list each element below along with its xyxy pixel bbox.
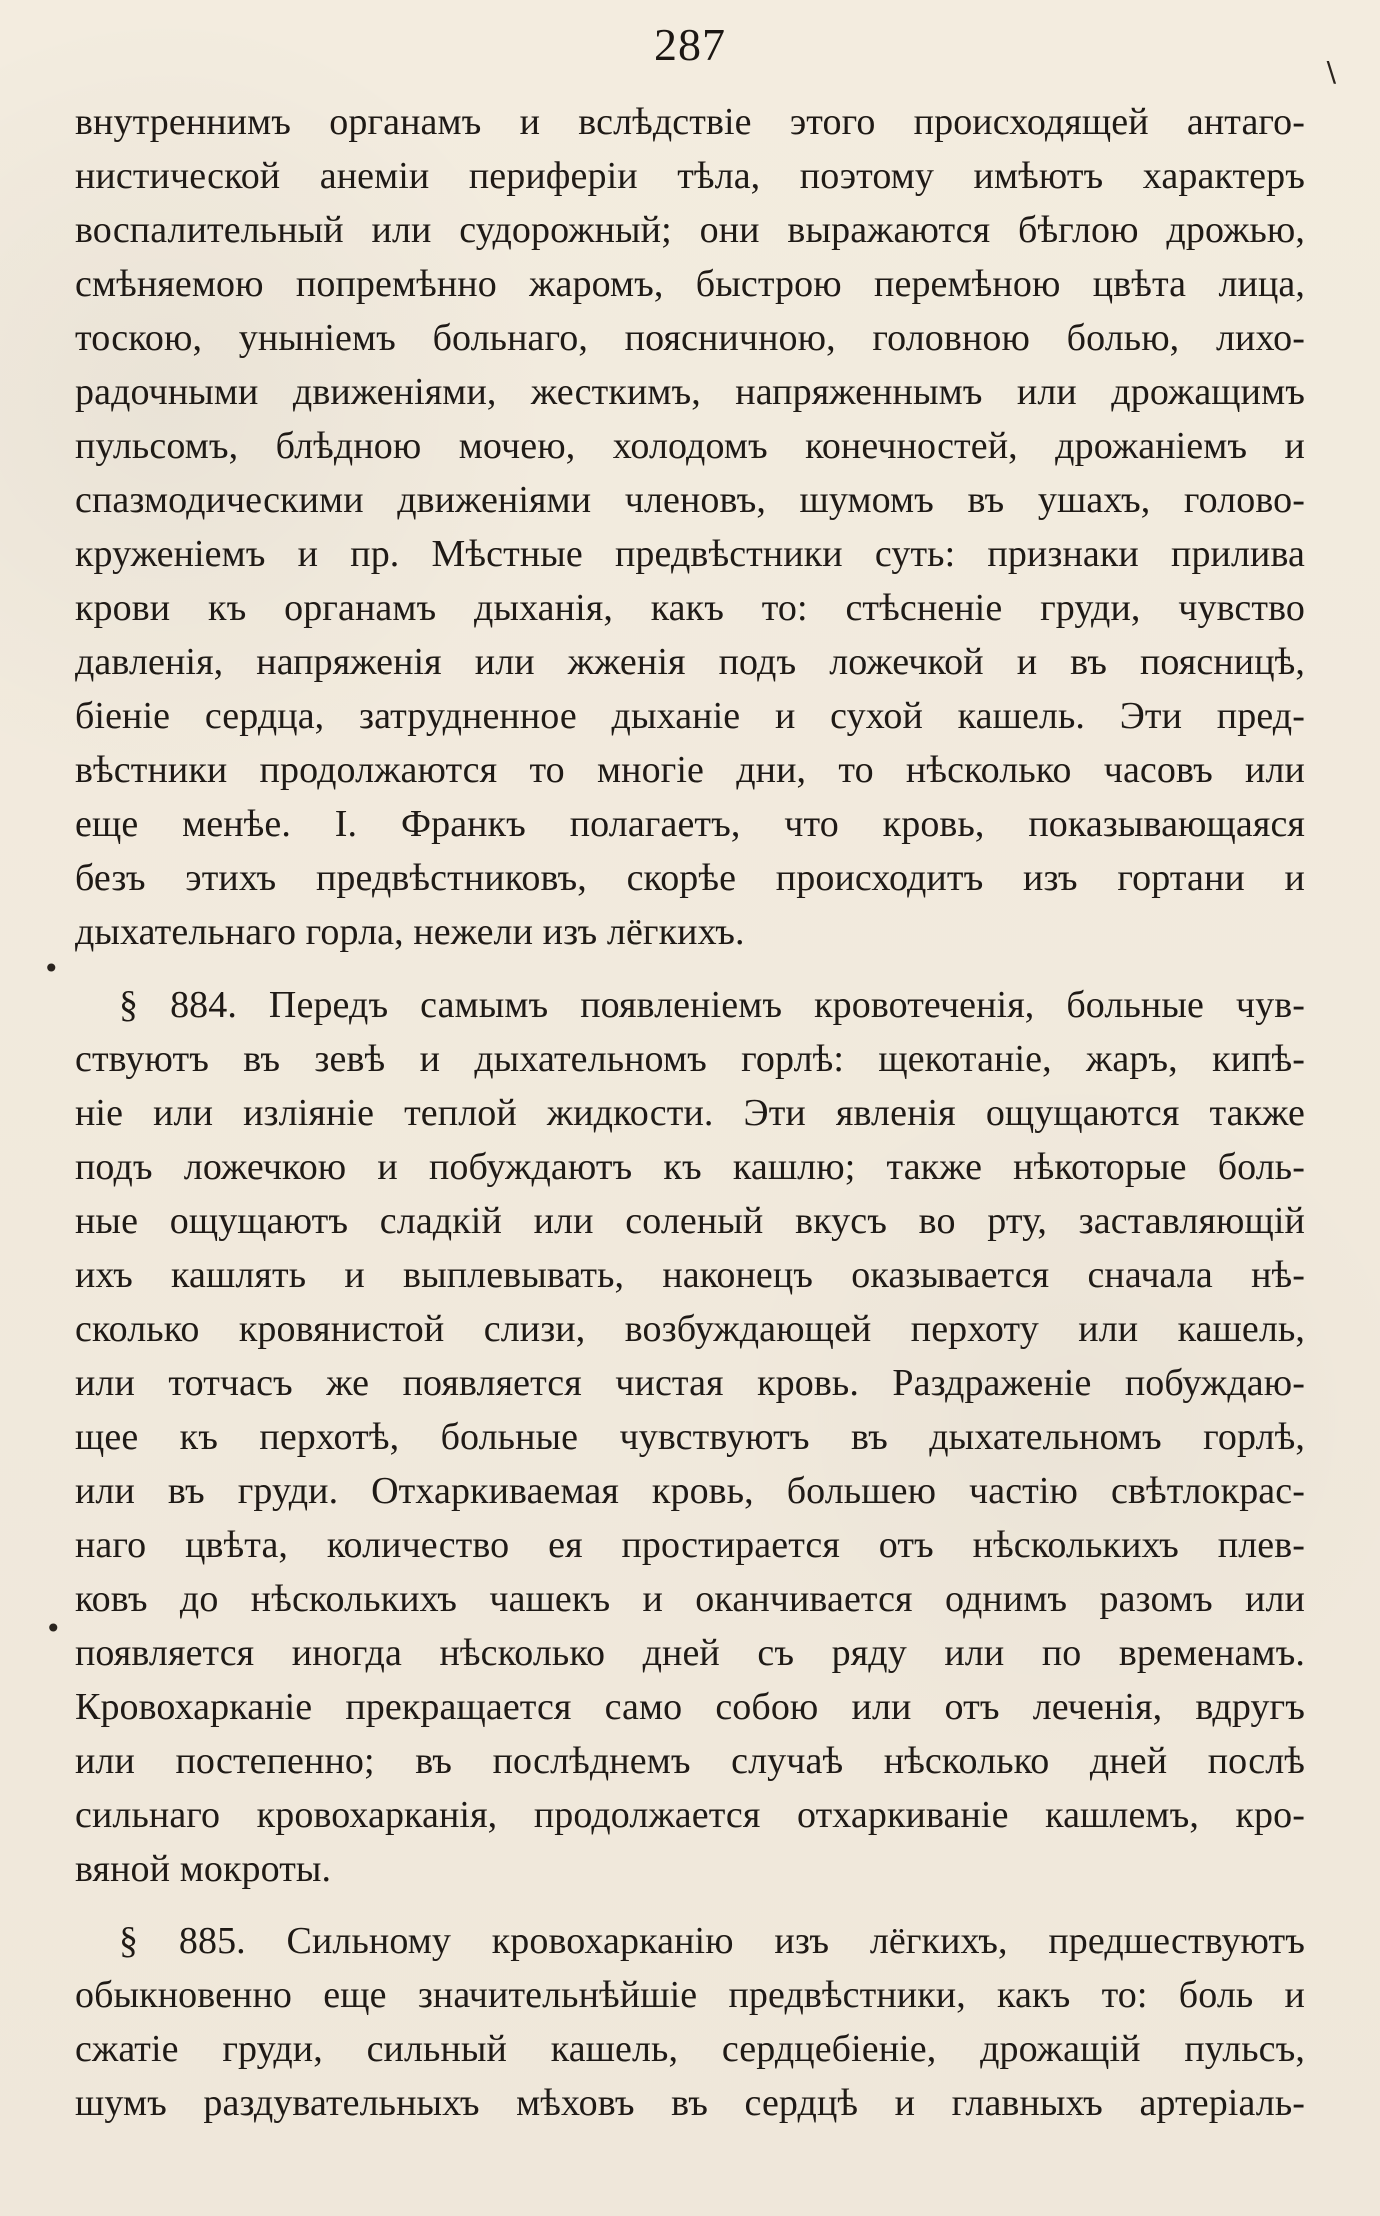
paragraph-884-line: § 884. Передъ самымъ появленіемъ кровотеченія, больные чув- (119, 984, 1305, 1026)
text-line: крови къ органамъ дыханія, какъ то: стѣсненіе груди, чувство (75, 587, 1305, 629)
text-line: ные ощущаютъ сладкій или соленый вкусъ во рту, заставляющій (75, 1200, 1305, 1242)
text-line: ніе или изліяніе теплой жидкости. Эти явленія ощущаются также (75, 1092, 1305, 1134)
text-line: щее къ перхотѣ, больные чувствуютъ въ дыхательномъ горлѣ, (75, 1416, 1305, 1458)
text-line: вяной мокроты. (75, 1848, 332, 1890)
text-line: нистической анеміи периферіи тѣла, поэтому имѣютъ характеръ (75, 155, 1305, 197)
text-line: или въ груди. Отхаркиваемая кровь, большею частію свѣтлокрас- (75, 1470, 1305, 1512)
scan-mark-top-right: \ (1326, 55, 1336, 88)
text-line: пульсомъ, блѣдною мочею, холодомъ конечностей, дрожаніемъ и (75, 425, 1305, 467)
text-line: дыхательнаго горла, нежели изъ лёгкихъ. (75, 911, 745, 953)
text-line: наго цвѣта, количество ея простирается отъ нѣсколькихъ плев- (75, 1524, 1305, 1566)
text-line: круженіемъ и пр. Мѣстные предвѣстники суть: признаки прилива (75, 533, 1305, 575)
text-line: ствуютъ въ зевѣ и дыхательномъ горлѣ: щекотаніе, жаръ, кипѣ- (75, 1038, 1305, 1080)
text-line: ковъ до нѣсколькихъ чашекъ и оканчивается однимъ разомъ или (75, 1578, 1305, 1620)
text-line: вѣстники продолжаются то многіе дни, то нѣсколько часовъ или (75, 749, 1305, 791)
text-line: внутреннимъ органамъ и вслѣдствіе этого происходящей антаго- (75, 101, 1305, 143)
text-line: воспалительный или судорожный; они выражаются бѣглою дрожью, (75, 209, 1305, 251)
text-line: сильнаго кровохарканія, продолжается отхаркиваніе кашлемъ, кро- (75, 1794, 1305, 1836)
text-line: обыкновенно еще значительнѣйшіе предвѣстники, какъ то: боль и (75, 1974, 1305, 2016)
text-line: сжатіе груди, сильный кашель, сердцебіеніе, дрожащій пульсъ, (75, 2028, 1305, 2070)
text-line: или тотчасъ же появляется чистая кровь. Раздраженіе побуждаю- (75, 1362, 1305, 1404)
scan-mark-left-a: • (43, 952, 60, 985)
text-line: или постепенно; въ послѣднемъ случаѣ нѣсколько дней послѣ (75, 1740, 1305, 1782)
text-line: подъ ложечкою и побуждаютъ къ кашлю; также нѣкоторые боль- (75, 1146, 1305, 1188)
text-line: еще менѣе. І. Франкъ полагаетъ, что кровь, показывающаяся (75, 803, 1305, 845)
scan-mark-left-b: • (45, 1612, 62, 1645)
text-line: появляется иногда нѣсколько дней съ ряду или по временамъ. (75, 1632, 1305, 1674)
text-line: сколько кровянистой слизи, возбуждающей перхоту или кашель, (75, 1308, 1305, 1350)
text-line: смѣняемою попремѣнно жаромъ, быстрою перемѣною цвѣта лица, (75, 263, 1305, 305)
text-line: Кровохарканіе прекращается само собою или отъ леченія, вдругъ (75, 1686, 1305, 1728)
text-line: спазмодическими движеніями членовъ, шумомъ въ ушахъ, голово- (75, 479, 1305, 521)
text-line: давленія, напряженія или жженія подъ ложечкой и въ поясницѣ, (75, 641, 1305, 683)
text-line: шумъ раздувательныхъ мѣховъ въ сердцѣ и главныхъ артеріаль- (75, 2082, 1305, 2124)
text-line: безъ этихъ предвѣстниковъ, скорѣе происходитъ изъ гортани и (75, 857, 1305, 899)
text-line: ихъ кашлять и выплевывать, наконецъ оказывается сначала нѣ- (75, 1254, 1305, 1296)
page-number: 287 (654, 19, 726, 70)
paragraph-885-line: § 885. Сильному кровохарканію изъ лёгкихъ, предшествуютъ (119, 1920, 1305, 1962)
text-line: біеніе сердца, затрудненное дыханіе и сухой кашель. Эти пред- (75, 695, 1305, 737)
text-line: радочными движеніями, жесткимъ, напряженнымъ или дрожащимъ (75, 371, 1305, 413)
text-line: тоскою, уныніемъ больнаго, поясничною, головною болью, лихо- (75, 317, 1305, 359)
